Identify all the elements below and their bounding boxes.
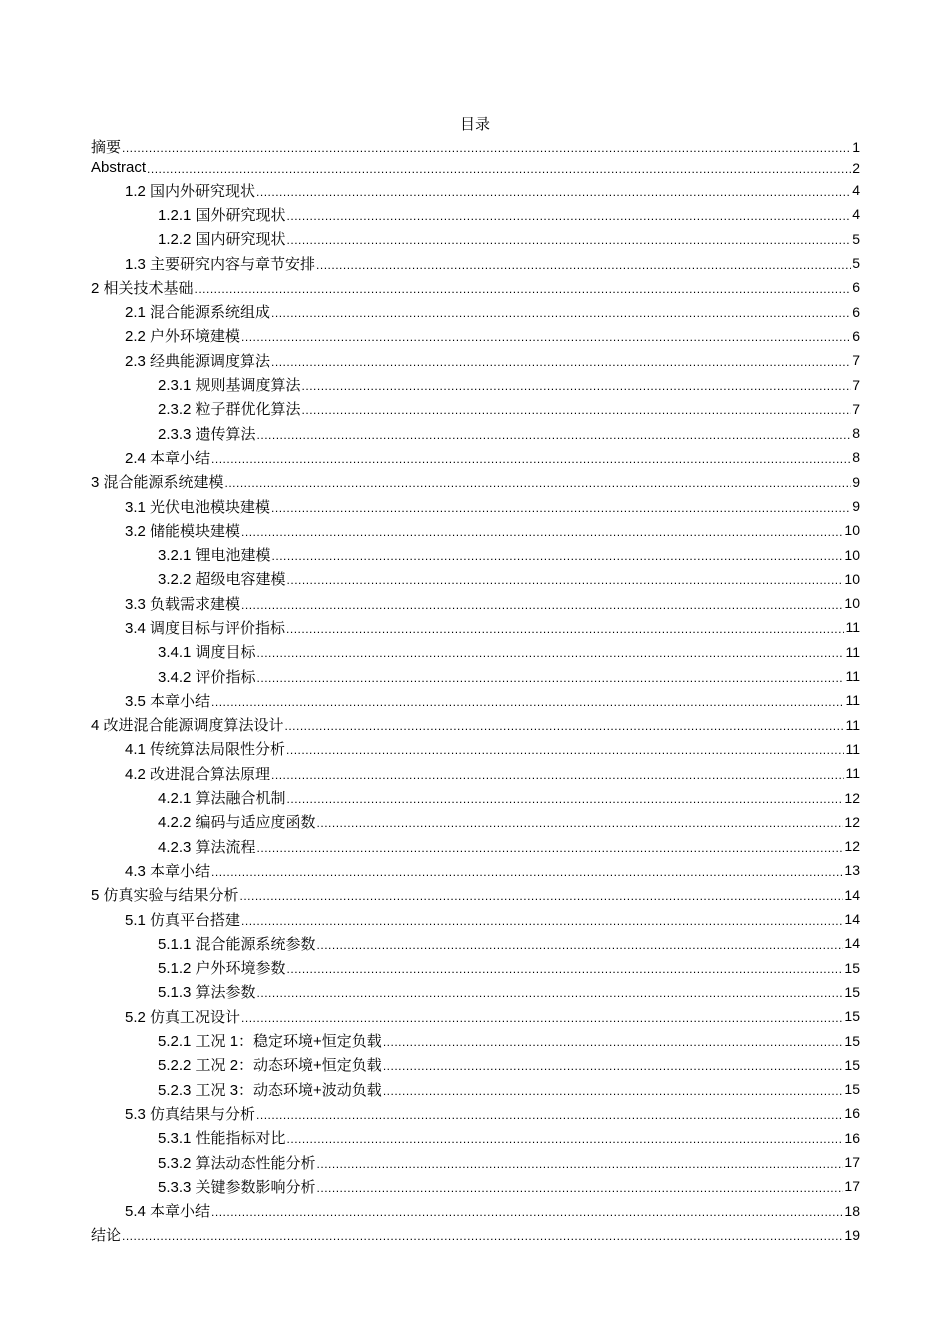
toc-entry-page-number: 15 <box>844 1081 860 1098</box>
toc-dot-leader <box>271 768 844 783</box>
toc-entry[interactable] <box>91 1053 860 1077</box>
toc-entry-page-number: 8 <box>852 449 860 466</box>
toc-entry-title: 3.3 负载需求建模 <box>125 595 241 613</box>
toc-dot-leader <box>287 792 844 807</box>
toc-entry-title: 3 混合能源系统建模 <box>91 474 224 492</box>
toc-entry-page-number: 7 <box>852 400 860 417</box>
toc-entry[interactable] <box>91 858 860 882</box>
toc-dot-leader <box>240 889 844 904</box>
toc-entry-title: 3.2 储能模块建模 <box>125 522 241 540</box>
toc-entry[interactable] <box>91 348 860 372</box>
toc-entry[interactable] <box>91 251 860 275</box>
toc-entry-page-number: 15 <box>844 959 860 976</box>
toc-entry-title: 2.1 混合能源系统组成 <box>125 304 271 322</box>
toc-entry[interactable] <box>91 397 860 421</box>
toc-entry[interactable] <box>91 227 860 251</box>
toc-dot-leader <box>383 1084 844 1099</box>
toc-entry-page-number: 4 <box>852 182 860 199</box>
toc-list <box>91 136 860 1247</box>
toc-entry[interactable] <box>91 518 860 542</box>
toc-entry[interactable] <box>91 202 860 226</box>
toc-entry[interactable] <box>91 1077 860 1101</box>
toc-entry-title: 5.1 仿真平台搭建 <box>125 911 241 929</box>
toc-entry[interactable] <box>91 980 860 1004</box>
toc-entry-page-number: 11 <box>845 643 860 660</box>
toc-entry-page-number: 7 <box>852 352 860 369</box>
toc-dot-leader <box>287 1132 844 1147</box>
toc-entry-page-number: 5 <box>852 255 860 272</box>
toc-entry-page-number: 9 <box>852 498 860 514</box>
toc-entry-title: 1.2.2 国内研究现状 <box>158 231 286 249</box>
toc-entry[interactable] <box>91 664 860 688</box>
toc-entry-page-number: 10 <box>844 595 860 612</box>
toc-dot-leader <box>317 938 844 953</box>
toc-entry[interactable] <box>91 761 860 785</box>
toc-entry[interactable] <box>91 299 860 323</box>
toc-entry-page-number: 4 <box>852 206 860 223</box>
toc-entry[interactable] <box>91 542 860 566</box>
toc-entry-title: 1.2.1 国外研究现状 <box>158 206 286 224</box>
toc-entry-page-number: 11 <box>845 668 860 685</box>
toc-entry-title: 3.1 光伏电池模块建模 <box>125 498 271 516</box>
toc-dot-leader <box>271 306 851 321</box>
toc-entry-page-number: 16 <box>844 1129 860 1146</box>
toc-entry-title: 5.2.3 工况 3：动态环境+波动负载 <box>158 1081 382 1099</box>
toc-entry-page-number: 11 <box>845 716 860 733</box>
toc-entry-page-number: 2 <box>852 159 860 176</box>
toc-entry-title: 4.2.1 算法融合机制 <box>158 790 286 808</box>
toc-entry-page-number: 14 <box>844 935 860 952</box>
toc-dot-leader <box>286 622 844 637</box>
toc-entry-title: 摘要 <box>91 139 122 156</box>
toc-entry[interactable] <box>91 1198 860 1222</box>
toc-entry-page-number: 11 <box>845 765 860 782</box>
toc-dot-leader <box>122 1229 843 1244</box>
toc-entry-title: 3.4.1 调度目标 <box>158 644 256 662</box>
toc-entry-page-number: 16 <box>844 1105 860 1122</box>
toc-entry-page-number: 18 <box>844 1202 860 1219</box>
toc-entry[interactable] <box>91 1223 860 1247</box>
toc-dot-leader <box>287 233 852 248</box>
toc-dot-leader <box>287 209 852 224</box>
toc-dot-leader <box>256 185 851 200</box>
toc-dot-leader <box>316 258 851 273</box>
toc-entry[interactable] <box>91 445 860 469</box>
toc-entry[interactable] <box>91 1101 860 1125</box>
toc-dot-leader <box>302 379 852 394</box>
toc-dot-leader <box>286 743 844 758</box>
toc-entry[interactable] <box>91 785 860 809</box>
toc-entry-page-number: 11 <box>845 619 860 636</box>
toc-entry-title: 5.1.3 算法参数 <box>158 984 256 1002</box>
toc-dot-leader <box>383 1035 844 1050</box>
toc-entry-title: 5.2 仿真工况设计 <box>125 1008 241 1026</box>
toc-entry-title: 2.4 本章小结 <box>125 449 211 467</box>
toc-entry-page-number: 6 <box>852 303 860 320</box>
toc-entry-title: 3.2.2 超级电容建模 <box>158 571 286 589</box>
toc-entry-page-number: 7 <box>852 376 860 393</box>
toc-entry[interactable] <box>91 956 860 980</box>
toc-dot-leader <box>317 816 844 831</box>
toc-entry-title: 2.3.3 遗传算法 <box>158 425 256 443</box>
toc-entry-title: 4.3 本章小结 <box>125 862 211 880</box>
toc-entry[interactable] <box>91 136 860 157</box>
toc-dot-leader <box>225 476 852 491</box>
toc-entry-page-number: 10 <box>844 546 860 563</box>
toc-dot-leader <box>241 914 843 929</box>
toc-entry[interactable] <box>91 494 860 518</box>
toc-entry-title: 5.4 本章小结 <box>125 1203 211 1221</box>
toc-dot-leader <box>271 501 851 516</box>
toc-entry[interactable] <box>91 372 860 396</box>
toc-dot-leader <box>211 695 844 710</box>
toc-dot-leader <box>317 1157 844 1172</box>
toc-entry-title: 4.2.3 算法流程 <box>158 838 256 856</box>
toc-dot-leader <box>211 452 851 467</box>
toc-entry-page-number: 8 <box>852 425 860 442</box>
toc-entry-title: 2.3.2 粒子群优化算法 <box>158 401 301 419</box>
toc-dot-leader <box>257 646 845 661</box>
toc-title: 目录 <box>459 115 490 133</box>
toc-dot-leader <box>257 986 844 1001</box>
toc-entry-title: 结论 <box>91 1227 122 1245</box>
toc-entry[interactable] <box>91 1174 860 1198</box>
toc-entry-title: 3.2.1 锂电池建模 <box>158 547 271 565</box>
toc-entry-title: 1.2 国内外研究现状 <box>125 182 256 200</box>
toc-entry-page-number: 19 <box>844 1226 860 1243</box>
toc-entry-page-number: 12 <box>844 813 860 830</box>
toc-dot-leader <box>256 1108 843 1123</box>
toc-entry-title: 5.3 仿真结果与分析 <box>125 1105 256 1123</box>
toc-dot-leader <box>195 282 852 297</box>
toc-dot-leader <box>147 162 851 177</box>
toc-entry-title: 5.2.2 工况 2：动态环境+恒定负载 <box>158 1057 382 1075</box>
toc-entry-page-number: 11 <box>845 740 860 757</box>
toc-dot-leader <box>241 330 851 345</box>
toc-entry[interactable] <box>91 688 860 712</box>
toc-entry-page-number: 9 <box>852 473 860 490</box>
toc-dot-leader <box>257 671 845 686</box>
toc-dot-leader <box>287 573 844 588</box>
toc-entry-title: 3.4 调度目标与评价指标 <box>125 619 286 637</box>
toc-entry-page-number: 15 <box>844 1032 860 1049</box>
toc-entry-title: 1.3 主要研究内容与章节安排 <box>125 255 316 273</box>
toc-entry-title: 2.3 经典能源调度算法 <box>125 352 271 370</box>
toc-entry-page-number: 15 <box>844 983 860 1000</box>
toc-dot-leader <box>302 403 852 418</box>
toc-dot-leader <box>383 1059 844 1074</box>
toc-dot-leader <box>257 428 852 443</box>
toc-entry[interactable] <box>91 157 860 178</box>
toc-entry-title: 5.2.1 工况 1：稳定环境+恒定负载 <box>158 1033 382 1051</box>
toc-entry-page-number: 12 <box>844 789 860 806</box>
toc-entry-page-number: 15 <box>844 1008 860 1025</box>
toc-entry-page-number: 14 <box>844 886 860 903</box>
toc-entry-title: 5.1.1 混合能源系统参数 <box>158 935 316 953</box>
toc-entry[interactable] <box>91 275 860 299</box>
toc-entry[interactable] <box>91 591 860 615</box>
toc-entry-title: 5.1.2 户外环境参数 <box>158 960 286 978</box>
toc-entry-title: 4 改进混合能源调度算法设计 <box>91 717 284 735</box>
toc-entry[interactable] <box>91 883 860 907</box>
toc-dot-leader <box>211 865 843 880</box>
toc-entry-page-number: 17 <box>844 1178 860 1195</box>
toc-dot-leader <box>241 598 843 613</box>
toc-entry[interactable] <box>91 713 860 737</box>
toc-entry-page-number: 5 <box>852 230 860 247</box>
toc-entry-title: Abstract <box>91 159 147 176</box>
toc-entry-page-number: 14 <box>844 911 860 928</box>
toc-dot-leader <box>317 1181 844 1196</box>
toc-entry-page-number: 10 <box>844 570 860 587</box>
toc-dot-leader <box>211 1205 843 1220</box>
toc-entry[interactable] <box>91 1126 860 1150</box>
toc-entry-title: 5.3.2 算法动态性能分析 <box>158 1154 316 1172</box>
toc-dot-leader <box>272 549 844 564</box>
toc-entry[interactable] <box>91 1004 860 1028</box>
toc-entry-page-number: 10 <box>844 522 860 539</box>
toc-entry-page-number: 1 <box>852 138 860 155</box>
toc-entry[interactable] <box>91 737 860 761</box>
toc-entry[interactable] <box>91 421 860 445</box>
toc-entry-page-number: 6 <box>852 327 860 344</box>
toc-entry-title: 5.3.1 性能指标对比 <box>158 1130 286 1148</box>
toc-entry[interactable] <box>91 324 860 348</box>
toc-dot-leader <box>287 962 844 977</box>
toc-entry-page-number: 12 <box>844 838 860 855</box>
toc-dot-leader <box>122 141 851 156</box>
toc-dot-leader <box>241 525 843 540</box>
toc-dot-leader <box>271 355 851 370</box>
toc-entry-page-number: 11 <box>845 692 860 709</box>
toc-entry-page-number: 6 <box>852 279 860 296</box>
toc-entry-title: 4.2.2 编码与适应度函数 <box>158 814 316 832</box>
toc-entry-title: 3.5 本章小结 <box>125 692 211 710</box>
toc-entry-page-number: 15 <box>844 1056 860 1073</box>
toc-dot-leader <box>257 841 844 856</box>
toc-entry-title: 2.3.1 规则基调度算法 <box>158 377 301 395</box>
toc-entry-title: 5.3.3 关键参数影响分析 <box>158 1178 316 1196</box>
toc-entry[interactable] <box>91 1150 860 1174</box>
toc-entry-title: 2.2 户外环境建模 <box>125 328 241 346</box>
toc-entry[interactable] <box>91 640 860 664</box>
toc-entry[interactable] <box>91 810 860 834</box>
toc-entry-title: 4.1 传统算法局限性分析 <box>125 741 286 759</box>
toc-dot-leader <box>285 719 845 734</box>
toc-entry[interactable] <box>91 834 860 858</box>
toc-entry-title: 3.4.2 评价指标 <box>158 668 256 686</box>
toc-entry[interactable] <box>91 907 860 931</box>
toc-entry[interactable] <box>91 615 860 639</box>
toc-entry[interactable] <box>91 567 860 591</box>
toc-entry[interactable] <box>91 470 860 494</box>
toc-entry[interactable] <box>91 178 860 202</box>
toc-entry-page-number: 17 <box>844 1154 860 1171</box>
toc-entry[interactable] <box>91 931 860 955</box>
toc-dot-leader <box>241 1011 843 1026</box>
toc-entry[interactable] <box>91 1028 860 1052</box>
toc-entry-page-number: 13 <box>844 862 860 879</box>
toc-entry-title: 2 相关技术基础 <box>91 279 194 297</box>
toc-entry-title: 5 仿真实验与结果分析 <box>91 887 239 905</box>
toc-entry-title: 4.2 改进混合算法原理 <box>125 765 271 783</box>
